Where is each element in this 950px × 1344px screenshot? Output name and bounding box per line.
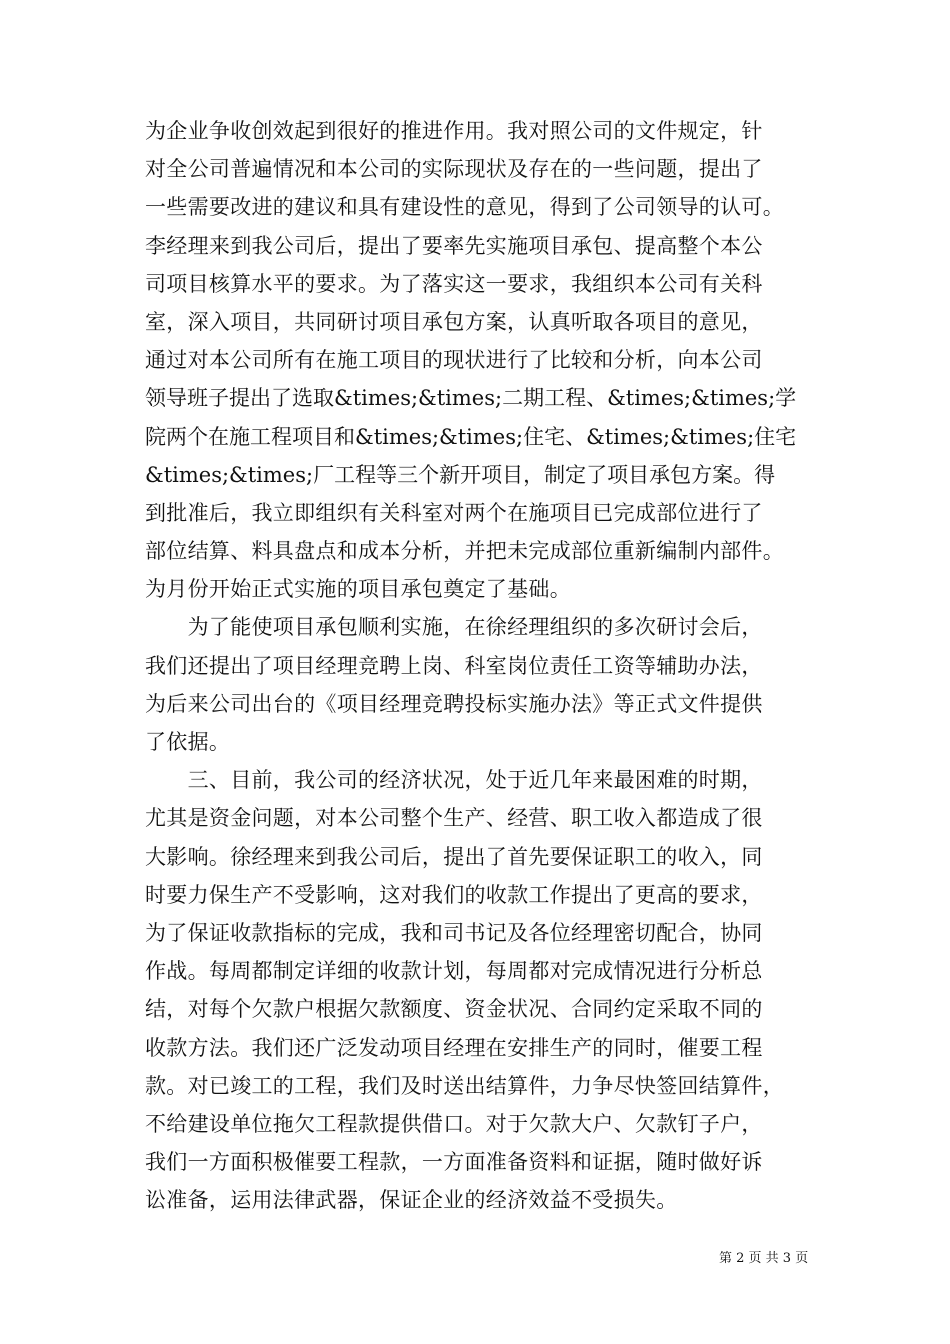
- text-line: 一些需要改进的建议和具有建设性的意见，得到了公司领导的认可。: [145, 195, 784, 220]
- text-line: 为月份开始正式实施的项目承包奠定了基础。: [145, 577, 571, 602]
- text-line: 尤其是资金问题，对本公司整个生产、经营、职工收入都造成了很: [145, 806, 763, 831]
- text-line: 为了能使项目承包顺利实施，在徐经理组织的多次研讨会后，: [145, 615, 763, 640]
- text-line: 部位结算、料具盘点和成本分析，并把未完成部位重新编制内部件。: [145, 539, 784, 564]
- text-line: 时要力保生产不受影响，这对我们的收款工作提出了更高的要求，: [145, 882, 763, 907]
- text-line: 作战。每周都制定详细的收款计划，每周都对完成情况进行分析总: [145, 959, 763, 984]
- text-line: 收款方法。我们还广泛发动项目经理在安排生产的同时，催要工程: [145, 1035, 763, 1060]
- text-line: 为企业争收创效起到很好的推进作用。我对照公司的文件规定，针: [145, 119, 763, 143]
- page-number-footer: 第 2 页 共 3 页: [719, 1251, 809, 1266]
- text-line: 讼准备，运用法律武器，保证企业的经济效益不受损失。: [145, 1188, 678, 1213]
- text-line: 室，深入项目，共同研讨项目承包方案，认真听取各项目的意见，: [145, 309, 763, 334]
- text-line: 到批准后，我立即组织有关科室对两个在施项目已完成部位进行了: [145, 500, 763, 525]
- text-line: 结，对每个欠款户根据欠款额度、资金状况、合同约定采取不同的: [145, 997, 763, 1022]
- text-line: 为后来公司出台的《项目经理竞聘投标实施办法》等正式文件提供: [145, 691, 763, 716]
- document-body: [145, 112, 815, 1219]
- text-line: 对全公司普遍情况和本公司的实际现状及存在的一些问题，提出了: [145, 157, 763, 182]
- text-line: 三、目前，我公司的经济状况，处于近几年来最困难的时期，: [145, 768, 763, 793]
- text-line: 为了保证收款指标的完成，我和司书记及各位经理密切配合，协同: [145, 920, 763, 945]
- text-line: 通过对本公司所有在施工项目的现状进行了比较和分析，向本公司: [145, 348, 763, 373]
- text-line: 李经理来到我公司后，提出了要率先实施项目承包、提高整个本公: [145, 233, 763, 258]
- text-line: 大影响。徐经理来到我公司后，提出了首先要保证职工的收入，同: [145, 844, 763, 869]
- text-line: 了依据。: [145, 730, 231, 754]
- text-line: 我们还提出了项目经理竞聘上岗、科室岗位责任工资等辅助办法，: [145, 653, 763, 678]
- text-line: 司项目核算水平的要求。为了落实这一要求，我组织本公司有关科: [145, 271, 763, 296]
- text-line: 不给建设单位拖欠工程款提供借口。对于欠款大户、欠款钉子户，: [145, 1111, 763, 1136]
- text-line: &times;&times;厂工程等三个新开项目，制定了项目承包方案。得: [145, 462, 776, 487]
- text-line: 领导班子提出了选取&times;&times;二期工程、&times;&times;学: [145, 386, 797, 411]
- text-line: 院两个在施工程项目和&times;&times;住宅、&times;&times;住宅: [145, 424, 797, 449]
- text-line: 款。对已竣工的工程，我们及时送出结算件，力争尽快签回结算件，: [145, 1073, 784, 1098]
- text-line: 我们一方面积极催要工程款，一方面准备资料和证据，随时做好诉: [145, 1150, 763, 1175]
